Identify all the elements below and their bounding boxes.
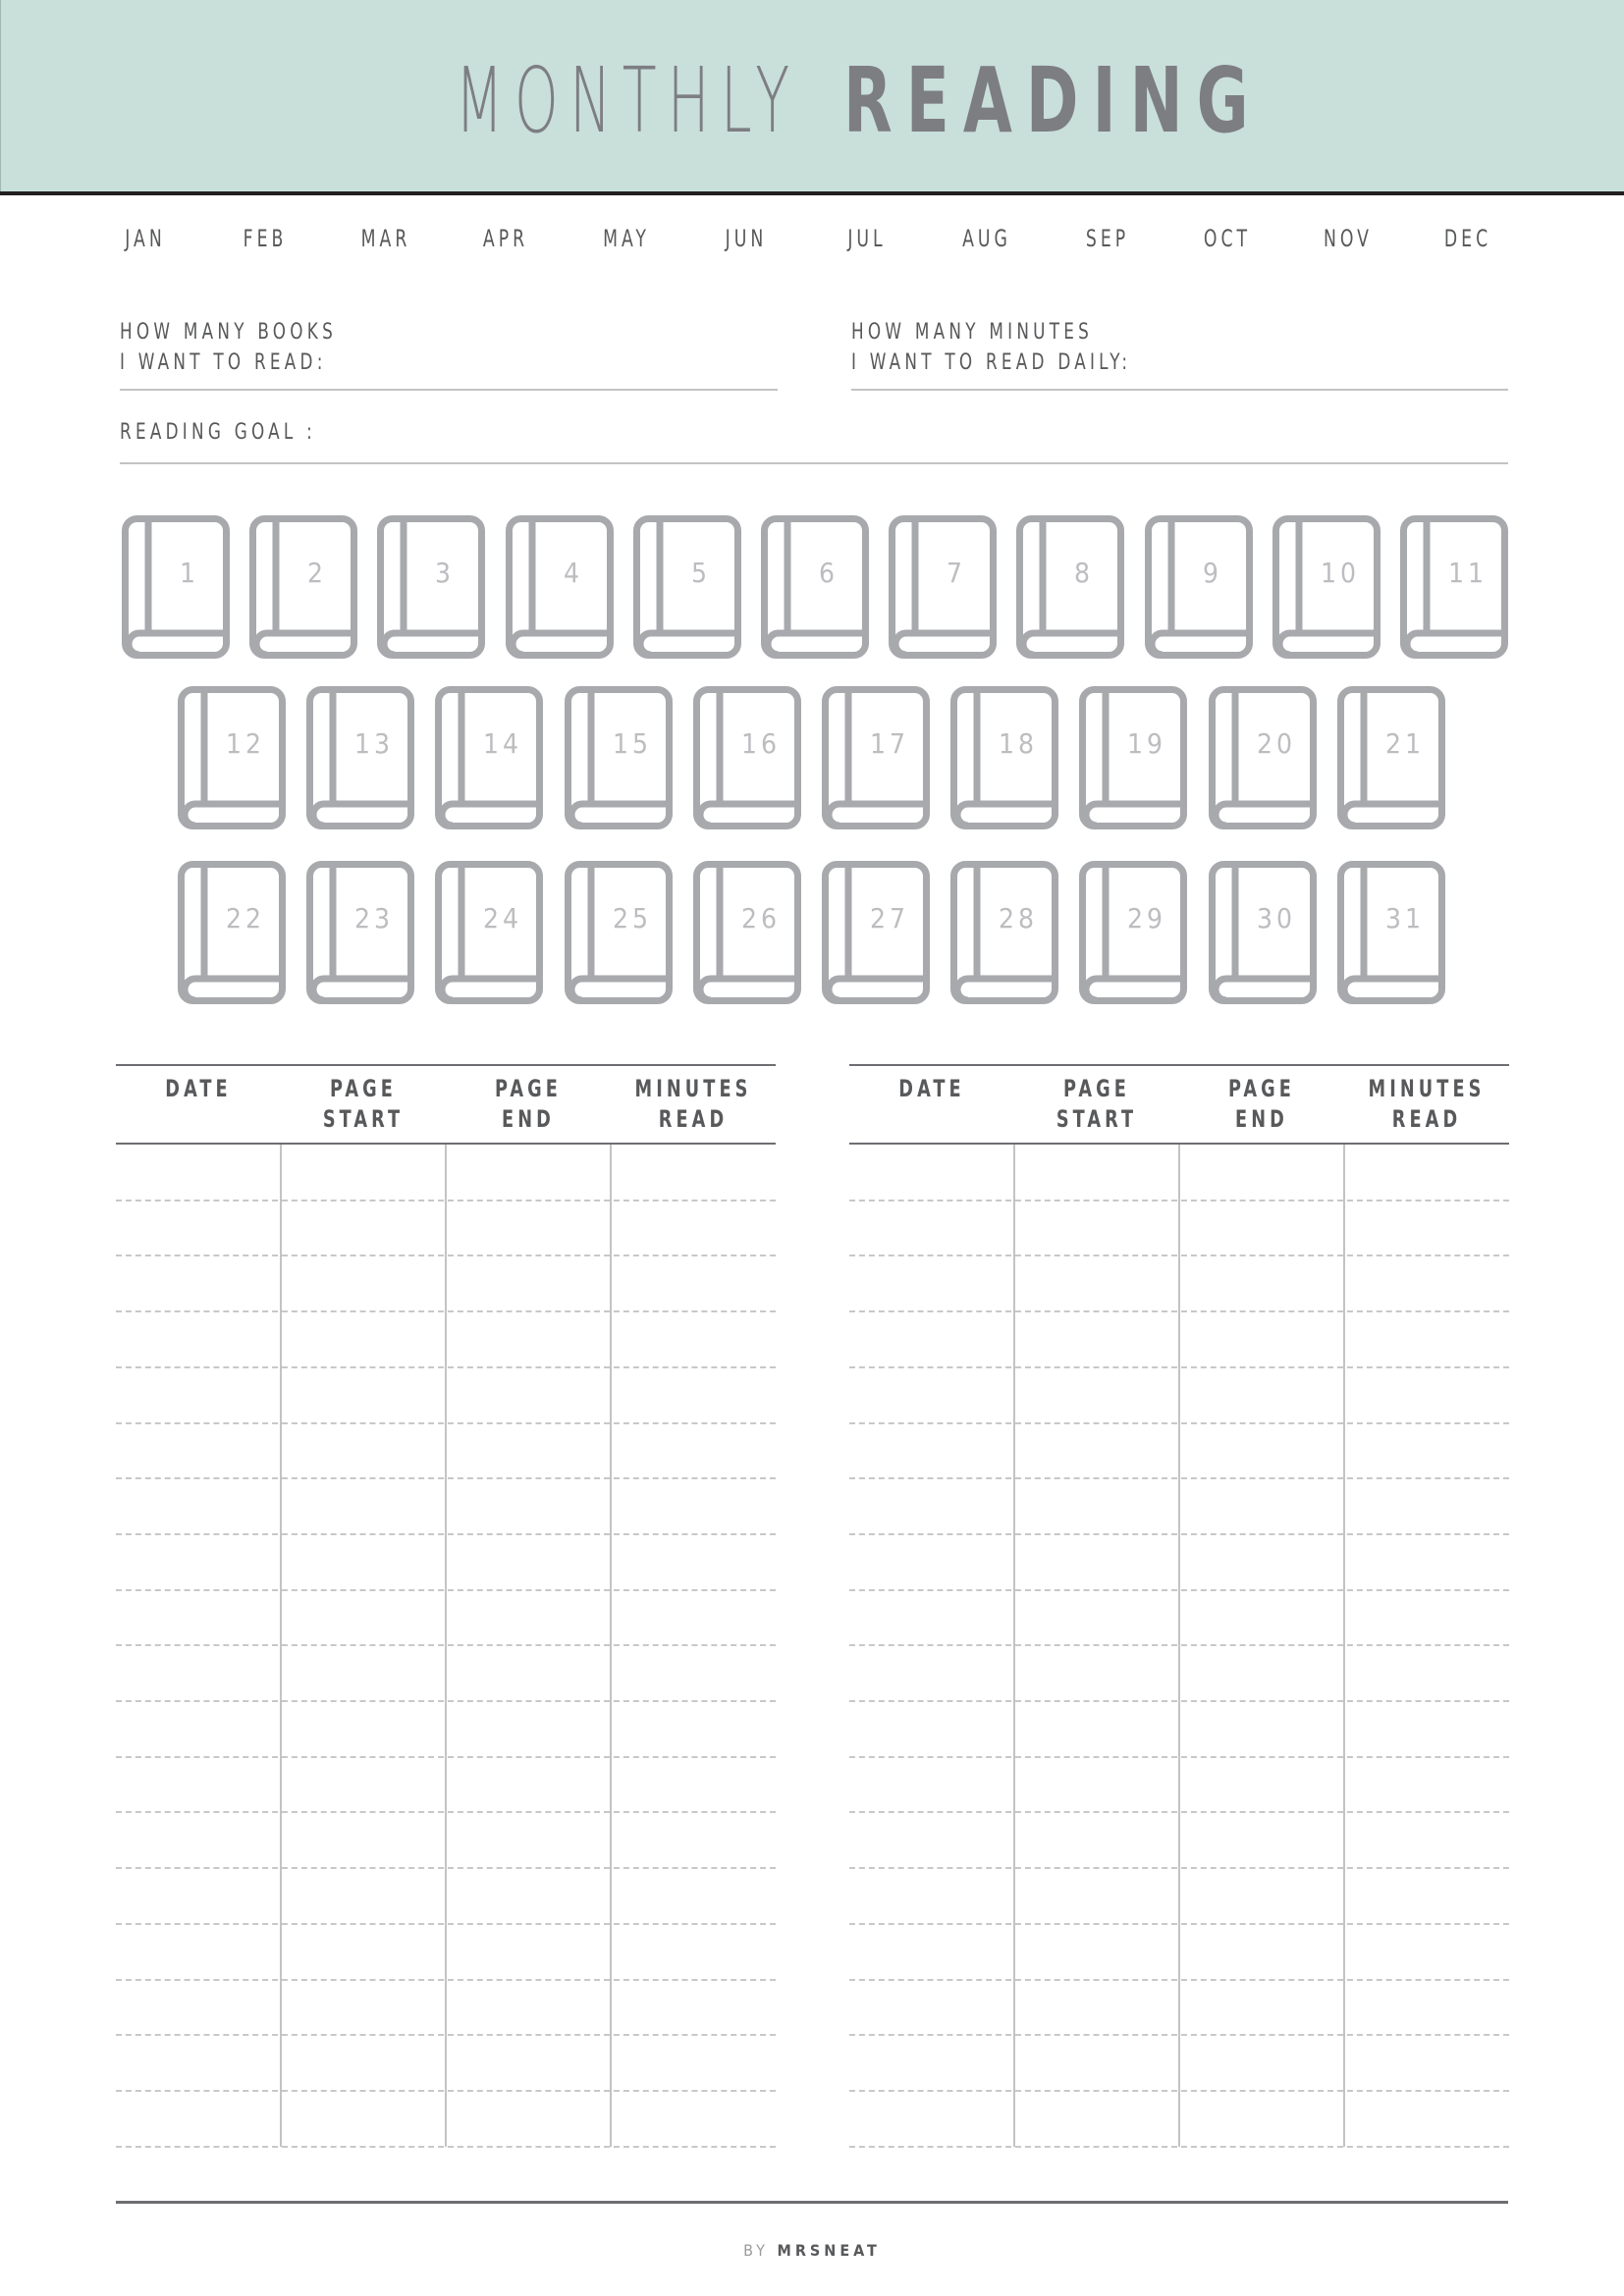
book-17[interactable] xyxy=(822,686,930,829)
book-number: 14 xyxy=(482,727,523,760)
book-number: 17 xyxy=(869,727,910,760)
table-row[interactable] xyxy=(116,1423,776,1479)
book-number: 7 xyxy=(946,557,967,589)
book-number: 4 xyxy=(563,557,584,589)
table-row[interactable] xyxy=(116,1534,776,1590)
book-number: 6 xyxy=(818,557,839,589)
book-number: 18 xyxy=(998,727,1039,760)
book-number: 24 xyxy=(482,902,523,934)
column-header-line1: PAGE xyxy=(1063,1075,1130,1102)
book-16[interactable] xyxy=(693,686,801,829)
column-header-line1: MINUTES xyxy=(1368,1075,1486,1102)
column-header-date xyxy=(864,1074,1000,1104)
table-row[interactable] xyxy=(116,1367,776,1423)
book-number: 25 xyxy=(612,902,653,934)
book-number: 2 xyxy=(306,557,328,589)
column-header-line2: START xyxy=(1056,1105,1138,1133)
table-row[interactable] xyxy=(116,1255,776,1311)
minutes-goal-label-line1: HOW MANY MINUTES xyxy=(851,320,1094,345)
column-header-line2: START xyxy=(322,1105,405,1133)
column-header-page-start xyxy=(1029,1074,1164,1135)
book-number: 5 xyxy=(690,557,712,589)
table-row[interactable] xyxy=(849,1201,1509,1256)
book-10[interactable] xyxy=(1272,515,1380,659)
books-goal-label-line2: I WANT TO READ: xyxy=(120,350,327,375)
table-row[interactable] xyxy=(116,2091,776,2147)
book-12[interactable] xyxy=(178,686,286,829)
month-may[interactable]: MAY xyxy=(603,225,650,252)
book-2[interactable] xyxy=(249,515,357,659)
book-30[interactable] xyxy=(1209,861,1317,1004)
table-row[interactable] xyxy=(849,1590,1509,1646)
book-number: 29 xyxy=(1126,902,1167,934)
table-top-rule xyxy=(116,1064,776,1066)
book-number: 31 xyxy=(1384,902,1426,934)
column-header-minutes-read xyxy=(1359,1074,1494,1135)
table-row[interactable] xyxy=(849,1757,1509,1813)
table-row[interactable] xyxy=(116,1868,776,1924)
table-row[interactable] xyxy=(116,1478,776,1534)
book-number: 26 xyxy=(740,902,782,934)
table-row[interactable] xyxy=(849,1812,1509,1868)
book-number: 28 xyxy=(998,902,1039,934)
table-row[interactable] xyxy=(849,2091,1509,2147)
month-dec[interactable]: DEC xyxy=(1443,225,1492,252)
books-goal-label xyxy=(120,317,337,378)
table-row[interactable] xyxy=(116,1201,776,1256)
reading-goal-field[interactable] xyxy=(120,462,1508,464)
table-top-rule xyxy=(849,1064,1509,1066)
book-number: 11 xyxy=(1447,557,1489,589)
book-26[interactable] xyxy=(693,861,801,1004)
book-number: 19 xyxy=(1126,727,1167,760)
column-header-line2: READ xyxy=(1391,1105,1462,1133)
book-8[interactable] xyxy=(1016,515,1124,659)
table-row[interactable] xyxy=(849,1868,1509,1924)
month-feb[interactable]: FEB xyxy=(243,225,288,252)
table-row[interactable] xyxy=(116,1980,776,2036)
book-number: 20 xyxy=(1256,727,1297,760)
column-header-line1: PAGE xyxy=(330,1075,397,1102)
book-31[interactable] xyxy=(1337,861,1445,1004)
month-jul[interactable]: JUL xyxy=(847,225,887,252)
book-4[interactable] xyxy=(506,515,614,659)
book-24[interactable] xyxy=(435,861,543,1004)
title-bold: READING xyxy=(843,48,1263,153)
book-11[interactable] xyxy=(1400,515,1508,659)
title-thin: MONTHLY xyxy=(455,48,800,153)
table-row[interactable] xyxy=(116,1812,776,1868)
month-oct[interactable]: OCT xyxy=(1203,225,1252,252)
table-row[interactable] xyxy=(849,2035,1509,2091)
month-jan[interactable]: JAN xyxy=(125,225,166,252)
book-3[interactable] xyxy=(377,515,485,659)
month-selector xyxy=(108,225,1522,254)
book-number: 10 xyxy=(1320,557,1361,589)
table-row[interactable] xyxy=(116,1590,776,1646)
book-9[interactable] xyxy=(1145,515,1253,659)
book-6[interactable] xyxy=(761,515,869,659)
table-row[interactable] xyxy=(849,1924,1509,1980)
table-row[interactable] xyxy=(849,1423,1509,1479)
table-row[interactable] xyxy=(849,1145,1509,1201)
column-header-date xyxy=(131,1074,266,1104)
book-number: 21 xyxy=(1384,727,1426,760)
table-row[interactable] xyxy=(116,2035,776,2091)
book-23[interactable] xyxy=(306,861,414,1004)
book-number: 22 xyxy=(225,902,266,934)
row-divider xyxy=(849,2146,1509,2148)
footer-divider xyxy=(116,2201,1508,2204)
book-number: 27 xyxy=(869,902,910,934)
book-number: 1 xyxy=(179,557,200,589)
books-goal-field[interactable] xyxy=(120,389,778,391)
book-20[interactable] xyxy=(1209,686,1317,829)
book-14[interactable] xyxy=(435,686,543,829)
column-header-page-start xyxy=(296,1074,431,1135)
book-18[interactable] xyxy=(950,686,1058,829)
table-row[interactable] xyxy=(849,1255,1509,1311)
month-jun[interactable]: JUN xyxy=(725,225,768,252)
column-header-minutes-read xyxy=(625,1074,761,1135)
book-number: 13 xyxy=(353,727,395,760)
column-header-line1: PAGE xyxy=(1228,1075,1295,1102)
book-number: 15 xyxy=(612,727,653,760)
table-row[interactable] xyxy=(849,1478,1509,1534)
minutes-goal-field[interactable] xyxy=(851,389,1508,391)
column-header-line2: END xyxy=(1235,1105,1288,1133)
month-aug[interactable]: AUG xyxy=(962,225,1011,252)
book-21[interactable] xyxy=(1337,686,1445,829)
column-header-page-end xyxy=(460,1074,596,1135)
footer-brand: MRSNEAT xyxy=(777,2241,881,2260)
book-number: 30 xyxy=(1256,902,1297,934)
footer-by: BY xyxy=(743,2241,769,2260)
books-goal-label-line1: HOW MANY BOOKS xyxy=(120,320,337,345)
table-row[interactable] xyxy=(849,1534,1509,1590)
book-number: 9 xyxy=(1202,557,1223,589)
book-27[interactable] xyxy=(822,861,930,1004)
table-row[interactable] xyxy=(116,1645,776,1701)
book-28[interactable] xyxy=(950,861,1058,1004)
reading-goal-label: READING GOAL : xyxy=(120,420,317,445)
month-sep[interactable]: SEP xyxy=(1085,225,1130,252)
column-header-page-end xyxy=(1194,1074,1329,1135)
book-number: 12 xyxy=(225,727,266,760)
minutes-goal-label xyxy=(851,317,1131,378)
row-divider xyxy=(116,2146,776,2148)
column-header-line1: MINUTES xyxy=(634,1075,752,1102)
column-header-line1: DATE xyxy=(898,1075,965,1102)
book-number: 8 xyxy=(1073,557,1095,589)
reading-log-table-left xyxy=(116,1064,776,2147)
footer-credit xyxy=(0,2241,1624,2260)
header-divider xyxy=(0,191,1624,195)
reading-log-table-right xyxy=(849,1064,1509,2147)
book-13[interactable] xyxy=(306,686,414,829)
book-1[interactable] xyxy=(122,515,230,659)
column-header-line2: READ xyxy=(658,1105,729,1133)
book-15[interactable] xyxy=(565,686,673,829)
table-row[interactable] xyxy=(849,1311,1509,1367)
book-25[interactable] xyxy=(565,861,673,1004)
month-nov[interactable]: NOV xyxy=(1324,225,1373,252)
book-29[interactable] xyxy=(1079,861,1187,1004)
column-header-line1: DATE xyxy=(165,1075,232,1102)
minutes-goal-label-line2: I WANT TO READ DAILY: xyxy=(851,350,1132,375)
table-row[interactable] xyxy=(116,1311,776,1367)
book-number: 3 xyxy=(434,557,456,589)
table-row[interactable] xyxy=(116,1701,776,1757)
table-row[interactable] xyxy=(849,1701,1509,1757)
page-title xyxy=(0,47,1624,155)
table-row[interactable] xyxy=(849,1980,1509,2036)
book-7[interactable] xyxy=(889,515,997,659)
month-mar[interactable]: MAR xyxy=(360,225,411,252)
book-5[interactable] xyxy=(633,515,741,659)
book-number: 16 xyxy=(740,727,782,760)
table-row[interactable] xyxy=(849,1367,1509,1423)
book-number: 23 xyxy=(353,902,395,934)
table-row[interactable] xyxy=(116,1924,776,1980)
column-header-line2: END xyxy=(502,1105,555,1133)
book-22[interactable] xyxy=(178,861,286,1004)
book-19[interactable] xyxy=(1079,686,1187,829)
table-row[interactable] xyxy=(116,1757,776,1813)
column-header-line1: PAGE xyxy=(495,1075,562,1102)
month-apr[interactable]: APR xyxy=(482,225,529,252)
table-row[interactable] xyxy=(849,1645,1509,1701)
table-row[interactable] xyxy=(116,1145,776,1201)
